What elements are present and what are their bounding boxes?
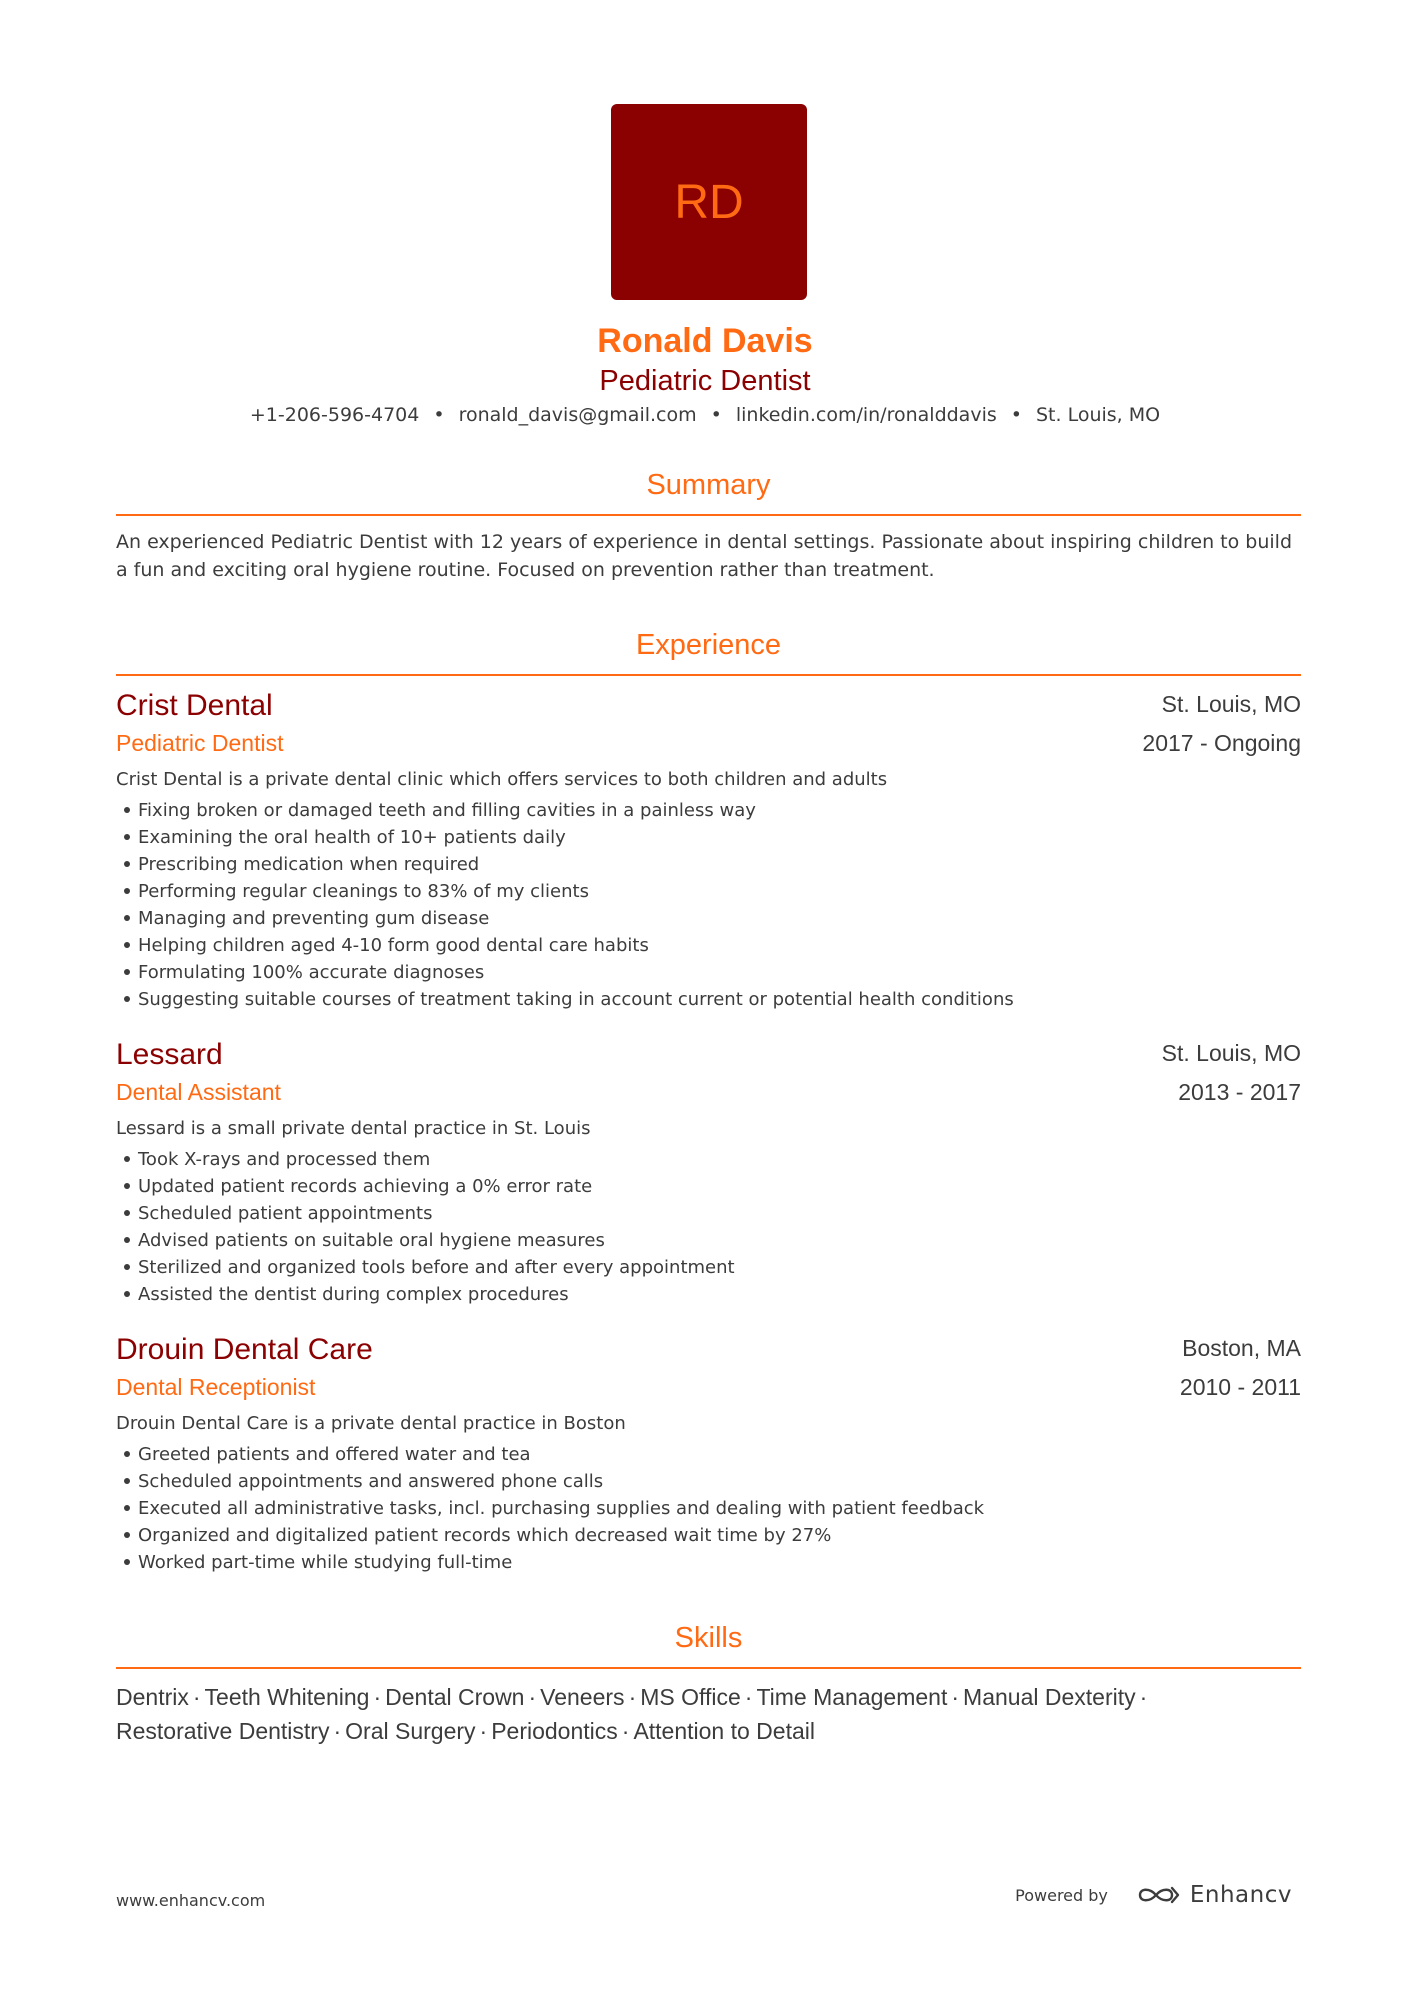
job-bullet: Scheduled patient appointments (116, 1200, 735, 1227)
job-bullet: Performing regular cleanings to 83% of my clients (116, 878, 1014, 905)
job-dates: 2013 - 2017 (1178, 1079, 1301, 1105)
job-bullet: Prescribing medication when required (116, 851, 1014, 878)
enhancv-logo-icon (1136, 1883, 1182, 1907)
skill-item: Dentrix (116, 1684, 189, 1710)
job-description: Lessard is a small private dental practice in St. Louis (116, 1118, 591, 1139)
summary-heading: Summary (646, 469, 771, 501)
job-bullet: Managing and preventing gum disease (116, 905, 1014, 932)
job-bullet: Worked part-time while studying full-time (116, 1549, 984, 1576)
job-bullet: Updated patient records achieving a 0% error rate (116, 1173, 735, 1200)
job-bullet: Assisted the dentist during complex procedures (116, 1281, 735, 1308)
contact-location: St. Louis, MO (1035, 404, 1161, 426)
skill-item: Periodontics (491, 1718, 618, 1744)
skill-item: Manual Dexterity (963, 1684, 1136, 1710)
job-dates: 2017 - Ongoing (1142, 730, 1301, 756)
skill-item: Teeth Whitening (204, 1684, 370, 1710)
job-location: St. Louis, MO (1161, 691, 1301, 717)
job-bullets (116, 797, 1014, 1013)
job-description: Drouin Dental Care is a private dental practice in Boston (116, 1413, 626, 1434)
job-bullets (116, 1441, 984, 1576)
job-role: Pediatric Dentist (116, 730, 284, 756)
job-bullet: Examining the oral health of 10+ patients daily (116, 824, 1014, 851)
job-company: Drouin Dental Care (116, 1333, 373, 1366)
bullet-separator: • (433, 404, 445, 426)
skill-item: Oral Surgery (345, 1718, 476, 1744)
job-bullets (116, 1146, 735, 1308)
enhancv-brand[interactable]: Enhancv (1189, 1882, 1292, 1908)
skill-item: Veneers (540, 1684, 625, 1710)
job-bullet: Executed all administrative tasks, incl. purchasing supplies and dealing with patient feedback (116, 1495, 984, 1522)
job-description: Crist Dental is a private dental clinic which offers services to both children and adults (116, 769, 888, 790)
skill-item: Attention to Detail (633, 1718, 815, 1744)
avatar (611, 104, 807, 300)
job-bullet: Organized and digitalized patient records which decreased wait time by 27% (116, 1522, 984, 1549)
bullet-separator: • (710, 404, 722, 426)
contact-phone[interactable]: +1-206-596-4704 (249, 404, 420, 426)
summary-text: An experienced Pediatric Dentist with 12 years of experience in dental settings. Passionate about inspiring children to build a fun and exciting oral hygiene routine. Focused on prevention rather than treatment. (116, 531, 1293, 581)
job-bullet: Helping children aged 4-10 form good dental care habits (116, 932, 1014, 959)
skills-list: Dentrix · Teeth Whitening · Dental Crown · Veneers · MS Office · Time Management · Manual Dexterity · Restorative Dentistry · Oral Surgery · Periodontics · Attention to Detail (116, 1684, 1148, 1744)
job-location: Boston, MA (1182, 1335, 1301, 1361)
skills-divider (116, 1667, 1301, 1669)
job-bullet: Sterilized and organized tools before and after every appointment (116, 1254, 735, 1281)
job-bullet: Greeted patients and offered water and tea (116, 1441, 984, 1468)
job-bullet: Advised patients on suitable oral hygiene measures (116, 1227, 735, 1254)
candidate-headline: Pediatric Dentist (599, 365, 811, 397)
job-bullet: Suggesting suitable courses of treatment taking in account current or potential health conditions (116, 986, 1014, 1013)
skill-item: MS Office (640, 1684, 741, 1710)
contact-linkedin[interactable]: linkedin.com/in/ronalddavis (735, 404, 997, 426)
skill-item: Time Management (756, 1684, 948, 1710)
experience-heading: Experience (635, 629, 782, 661)
powered-by-label: Powered by (1015, 1885, 1108, 1905)
summary-divider (116, 514, 1301, 516)
avatar-initials: RD (674, 175, 744, 229)
job-role: Dental Assistant (116, 1079, 281, 1105)
job-role: Dental Receptionist (116, 1374, 316, 1400)
skill-item: Dental Crown (385, 1684, 525, 1710)
job-company: Lessard (116, 1038, 223, 1071)
footer-website[interactable]: www.enhancv.com (116, 1891, 266, 1910)
job-location: St. Louis, MO (1161, 1040, 1301, 1066)
contact-email[interactable]: ronald_davis@gmail.com (458, 404, 697, 426)
job-bullet: Scheduled appointments and answered phone calls (116, 1468, 984, 1495)
job-bullet: Formulating 100% accurate diagnoses (116, 959, 1014, 986)
job-dates: 2010 - 2011 (1179, 1374, 1301, 1400)
job-bullet: Took X-rays and processed them (116, 1146, 735, 1173)
bullet-separator: • (1010, 404, 1022, 426)
skills-heading: Skills (674, 1622, 743, 1654)
footer-powered-by (1015, 1882, 1292, 1908)
candidate-name: Ronald Davis (597, 322, 813, 360)
experience-divider (116, 674, 1301, 676)
job-bullet: Fixing broken or damaged teeth and filling cavities in a painless way (116, 797, 1014, 824)
contact-line (0, 404, 1410, 426)
skill-item: Restorative Dentistry (116, 1718, 330, 1744)
job-company: Crist Dental (116, 689, 273, 722)
